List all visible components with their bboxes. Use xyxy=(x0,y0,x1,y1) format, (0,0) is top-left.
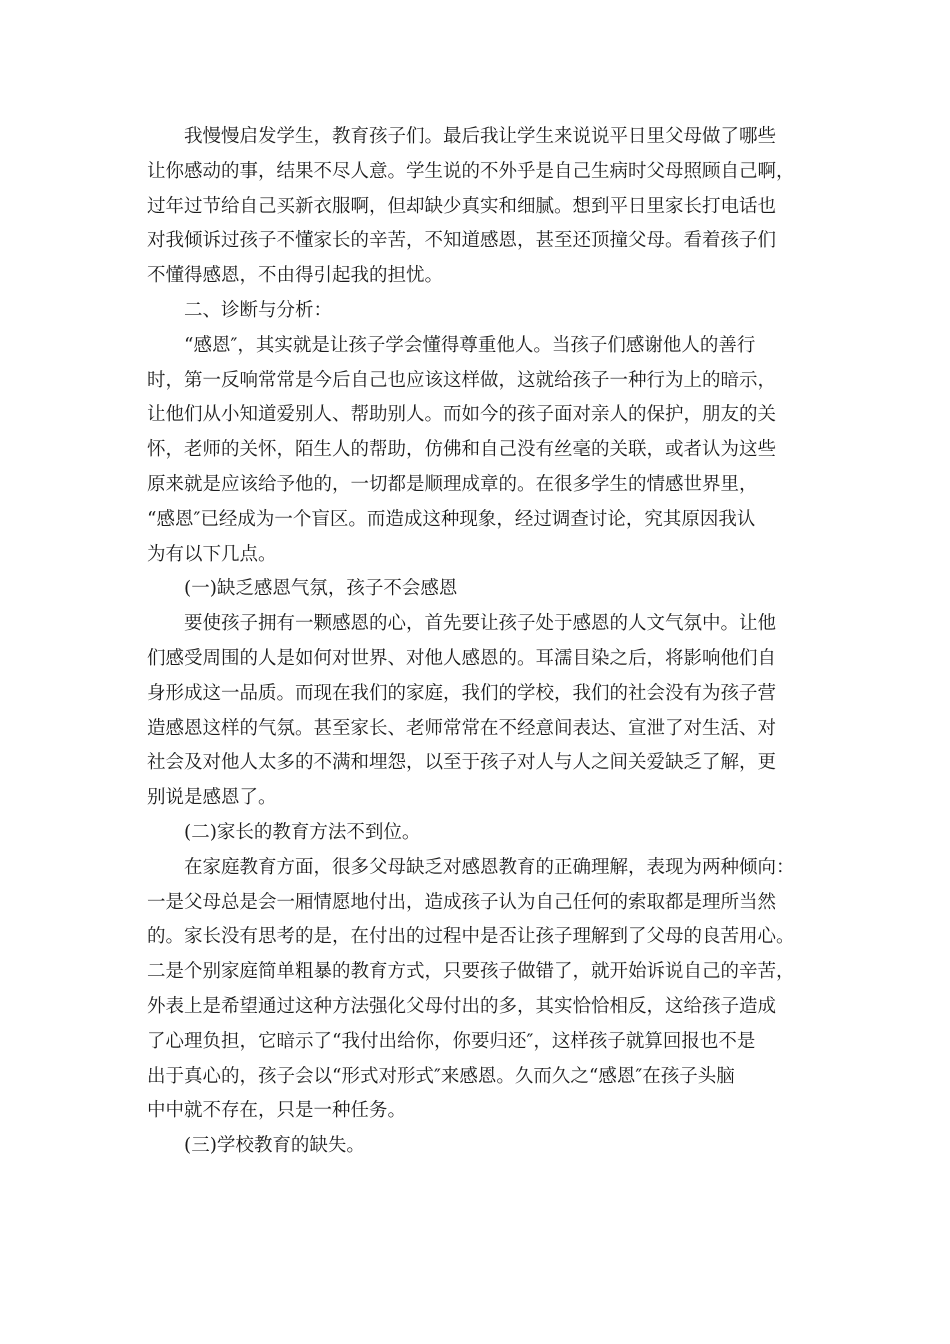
paragraph-line: 社会及对他人太多的不满和埋怨，以至于孩子对人与人之间关爱缺乏了解，更 xyxy=(147,752,777,774)
paragraph-line: 让他们从小知道爱别人、帮助别人。而如今的孩子面对亲人的保护，朋友的关 xyxy=(147,404,777,426)
paragraph-line: “感恩″，其实就是让孩子学会懂得尊重他人。当孩子们感谢他人的善行 xyxy=(184,334,756,356)
paragraph-line: 一是父母总是会一厢情愿地付出，造成孩子认为自己任何的索取都是理所当然 xyxy=(147,891,777,913)
paragraph-line: 中中就不存在，只是一种任务。 xyxy=(147,1100,407,1122)
paragraph-line: 对我倾诉过孩子不懂家长的辛苦，不知道感恩，甚至还顶撞父母。看着孩子们 xyxy=(147,230,777,252)
paragraph-line: 二是个别家庭简单粗暴的教育方式，只要孩子做错了，就开始诉说自己的辛苦， xyxy=(147,961,795,983)
paragraph-line: 怀，老师的关怀，陌生人的帮助，仿佛和自己没有丝毫的关联，或者认为这些 xyxy=(147,439,777,461)
document-body xyxy=(147,120,807,1164)
paragraph-line: 别说是感恩了。 xyxy=(147,787,277,809)
subsection-heading: (三)学校教育的缺失。 xyxy=(184,1135,365,1157)
subsection-heading: (二)家长的教育方法不到位。 xyxy=(184,821,421,843)
paragraph-line: 原来就是应该给予他的，一切都是顺理成章的。在很多学生的情感世界里， xyxy=(147,473,758,495)
paragraph-line: 的。家长没有思考的是，在付出的过程中是否让孩子理解到了父母的良苦用心。 xyxy=(147,926,795,948)
paragraph-line: 过年过节给自己买新衣服啊，但却缺少真实和细腻。想到平日里家长打电话也 xyxy=(147,195,777,217)
paragraph-line: “感恩″已经成为一个盲区。而造成这种现象，经过调查讨论，究其原因我认 xyxy=(147,508,756,530)
paragraph-line: 要使孩子拥有一颗感恩的心，首先要让孩子处于感恩的人文气氛中。让他 xyxy=(184,613,777,635)
paragraph-line: 造感恩这样的气氛。甚至家长、老师常常在不经意间表达、宣泄了对生活、对 xyxy=(147,717,777,739)
paragraph-line: 为有以下几点。 xyxy=(147,543,277,565)
paragraph-line: 外表上是希望通过这种方法强化父母付出的多，其实恰恰相反，这给孩子造成 xyxy=(147,995,777,1017)
paragraph-line: 出于真心的，孩子会以“形式对形式″来感恩。久而久之“感恩″在孩子头脑 xyxy=(147,1065,735,1087)
paragraph-line: 在家庭教育方面，很多父母缺乏对感恩教育的正确理解，表现为两种倾向： xyxy=(184,856,795,878)
paragraph-line: 了心理负担，它暗示了“我付出给你，你要归还″，这样孩子就算回报也不是 xyxy=(147,1030,756,1052)
paragraph-line: 们感受周围的人是如何对世界、对他人感恩的。耳濡目染之后，将影响他们自 xyxy=(147,647,777,669)
paragraph-line: 我慢慢启发学生，教育孩子们。最后我让学生来说说平日里父母做了哪些 xyxy=(184,126,777,147)
paragraph-line: 让你感动的事，结果不尽人意。学生说的不外乎是自己生病时父母照顾自己啊， xyxy=(147,160,795,182)
paragraph-line: 不懂得感恩，不由得引起我的担忧。 xyxy=(147,265,444,287)
subsection-heading: (一)缺乏感恩气氛，孩子不会感恩 xyxy=(184,578,458,600)
paragraph-line: 身形成这一品质。而现在我们的家庭，我们的学校，我们的社会没有为孩子营 xyxy=(147,682,777,704)
section-heading: 二、诊断与分析： xyxy=(184,299,333,321)
paragraph-line: 时，第一反响常常是今后自己也应该这样做，这就给孩子一种行为上的暗示， xyxy=(147,369,777,391)
